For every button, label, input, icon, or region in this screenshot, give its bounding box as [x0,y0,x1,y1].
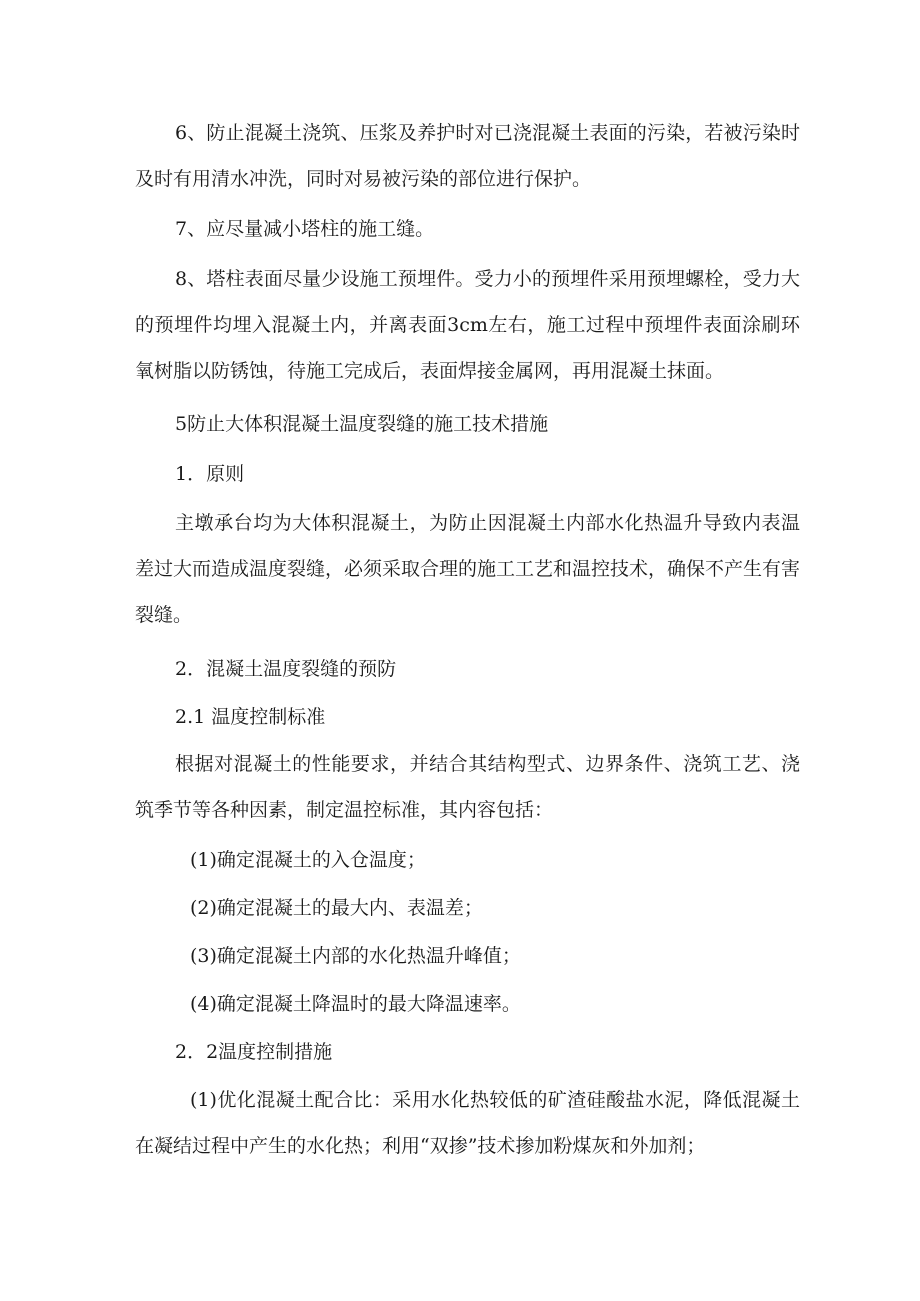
paragraph-8: 8、塔柱表面尽量少设施工预埋件。受力小的预埋件采用预埋螺栓，受力大的预埋件均埋入混凝土内，并离表面3cm左右，施工过程中预埋件表面涂刷环氧树脂以防锈蚀，待施工完成后，表面焊接金属网，再用混凝土抹面。 [135,268,800,382]
list-item: (4)确定混凝土降温时的最大降温速率。 [190,993,521,1015]
subheading-principle: 1．原则 [175,463,245,485]
section-heading-5: 5防止大体积混凝土温度裂缝的施工技术措施 [175,413,549,435]
list-item: (2)确定混凝土的最大内、表温差； [190,897,483,919]
paragraph-7: 7、应尽量减小塔柱的施工缝。 [175,218,435,240]
list-item: (1)确定混凝土的入仓温度； [190,849,426,871]
paragraph-standard: 根据对混凝土的性能要求，并结合其结构型式、边界条件、浇筑工艺、浇筑季节等各种因素，制定温控标准，其内容包括： [135,753,800,821]
list-item: (3)确定混凝土内部的水化热温升峰值； [190,945,521,967]
subheading-temperature-standard: 2.1 温度控制标准 [175,706,326,728]
paragraph-principle: 主墩承台均为大体积混凝土，为防止因混凝土内部水化热温升导致内表温差过大而造成温度裂缝，必须采取合理的施工工艺和温控技术，确保不产生有害裂缝。 [135,512,801,626]
subheading-prevention: 2．混凝土温度裂缝的预防 [175,658,397,680]
subheading-temperature-measures: 2．2温度控制措施 [175,1041,333,1063]
paragraph-measure-1: (1)优化混凝土配合比：采用水化热较低的矿渣硅酸盐水泥，降低混凝土在凝结过程中产生的水化热；利用“双掺”技术掺加粉煤灰和外加剂； [135,1089,800,1157]
paragraph-6: 6、防止混凝土浇筑、压浆及养护时对已浇混凝土表面的污染，若被污染时及时有用清水冲洗，同时对易被污染的部位进行保护。 [135,122,800,190]
